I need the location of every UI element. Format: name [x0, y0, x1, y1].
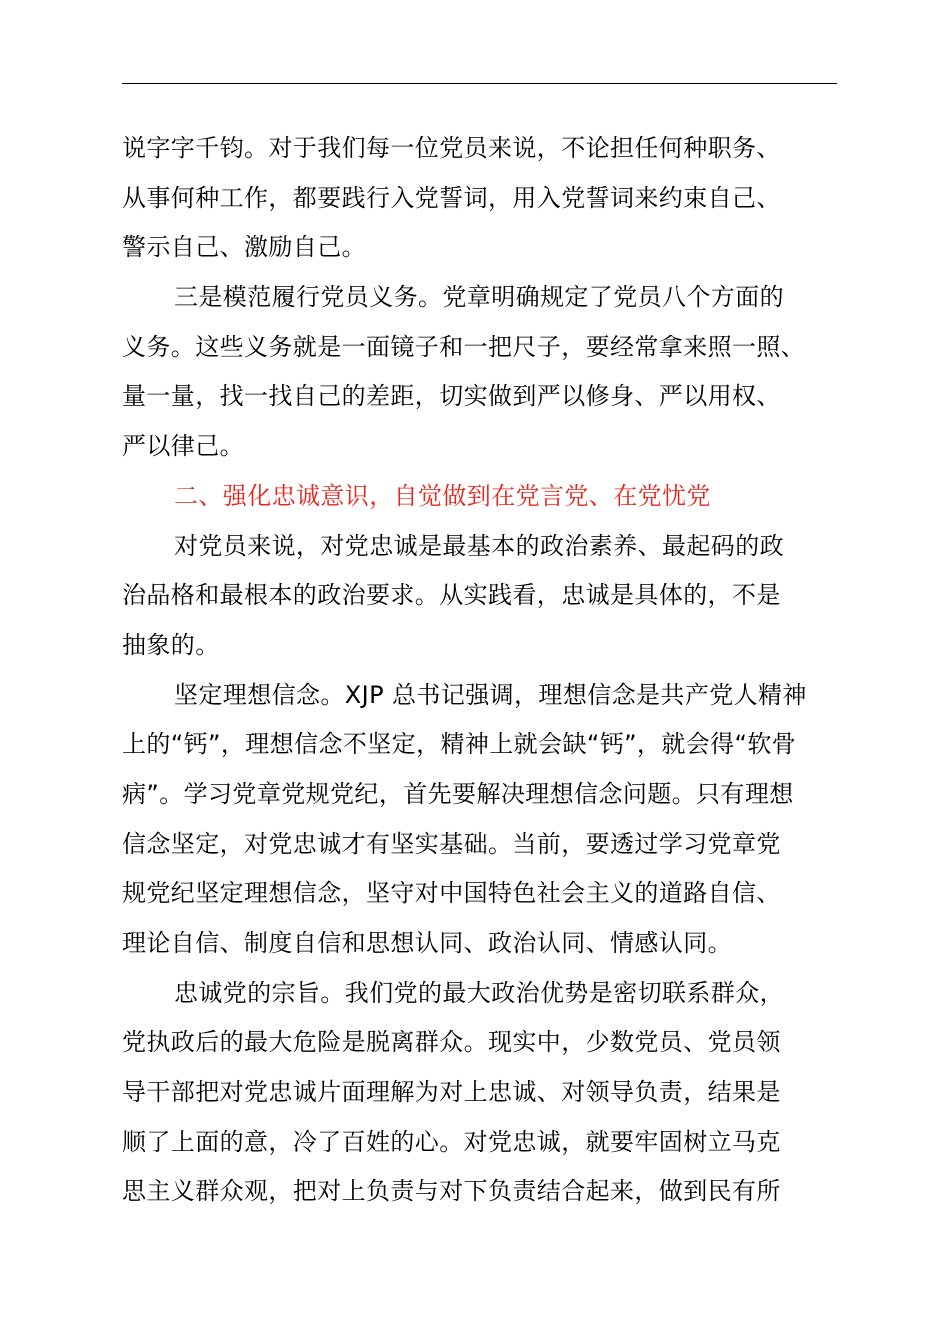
paragraph-start: 三是模范履行党员义务。党章明确规定了党员八个方面的 [174, 283, 784, 312]
body-line: 警示自己、激励自己。 [122, 233, 366, 262]
body-line: 义务。这些义务就是一面镜子和一把尺子，要经常拿来照一照、 [122, 332, 806, 361]
body-line: 从事何种工作，都要践行入党誓词，用入党誓词来约束自己、 [122, 183, 781, 212]
body-line: 严以律己。 [122, 432, 244, 461]
paragraph-start: 对党员来说，对党忠诚是最基本的政治素养、最起码的政 [174, 531, 784, 560]
section-heading: 二、强化忠诚意识，自觉做到在党言党、在党忧党 [174, 481, 711, 510]
body-line: 思主义群众观，把对上负责与对下负责结合起来，做到民有所 [122, 1177, 781, 1206]
document-body [122, 124, 852, 1217]
body-line: 量一量，找一找自己的差距，切实做到严以修身、严以用权、 [122, 382, 781, 411]
paragraph-start: 坚定理想信念。XJP 总书记强调，理想信念是共产党人精神 [174, 680, 807, 709]
body-line: 党执政后的最大危险是脱离群众。现实中，少数党员、党员领 [122, 1028, 781, 1057]
body-line: 规党纪坚定理想信念，坚守对中国特色社会主义的道路自信、 [122, 879, 781, 908]
paragraph-start: 忠诚党的宗旨。我们党的最大政治优势是密切联系群众， [174, 978, 784, 1007]
body-line: 病”。学习党章党规党纪，首先要解决理想信念问题。只有理想 [122, 779, 794, 808]
body-line: 治品格和最根本的政治要求。从实践看，忠诚是具体的，不是 [122, 581, 781, 610]
body-line: 顺了上面的意，冷了百姓的心。对党忠诚，就要牢固树立马克 [122, 1127, 781, 1156]
body-line: 信念坚定，对党忠诚才有坚实基础。当前，要透过学习党章党 [122, 829, 781, 858]
body-line: 导干部把对党忠诚片面理解为对上忠诚、对领导负责，结果是 [122, 1078, 781, 1107]
header-rule [122, 83, 837, 84]
body-line: 抽象的。 [122, 630, 220, 659]
body-line: 上的“钙”，理想信念不坚定，精神上就会缺“钙”，就会得“软骨 [122, 730, 797, 759]
body-line: 说字字千钧。对于我们每一位党员来说，不论担任何种职务、 [122, 134, 781, 162]
body-line: 理论自信、制度自信和思想认同、政治认同、情感认同。 [122, 929, 732, 957]
